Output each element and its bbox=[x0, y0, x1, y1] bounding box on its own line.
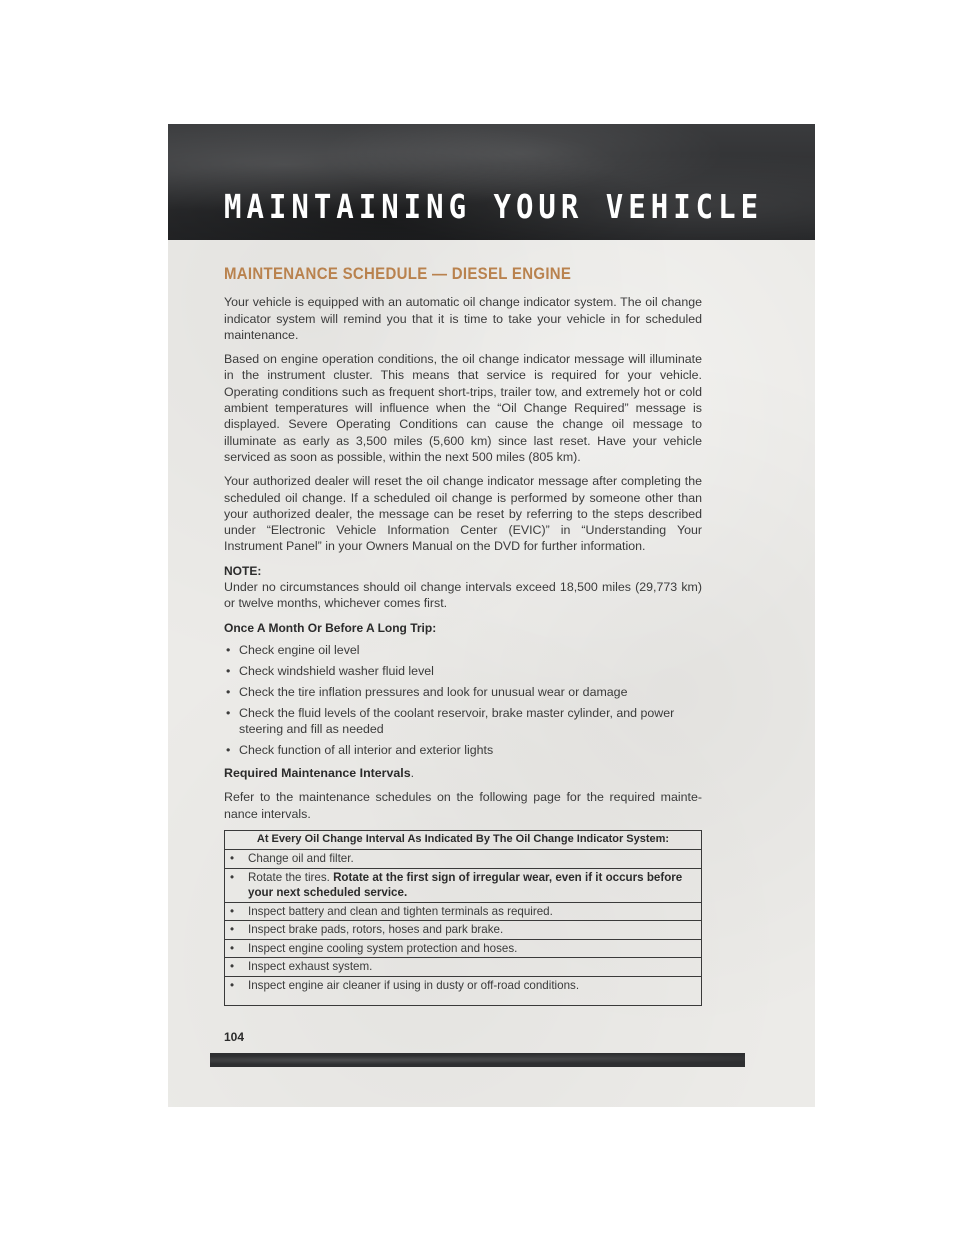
bullet-icon: • bbox=[226, 705, 231, 720]
bullet-icon: • bbox=[230, 960, 235, 974]
table-cell-text: Rotate the tires. bbox=[248, 870, 334, 884]
table-row bbox=[225, 921, 702, 940]
table-cell-text: Change oil and filter. bbox=[248, 852, 354, 866]
chapter-title: MAINTAINING YOUR VEHICLE bbox=[224, 188, 764, 227]
list-item bbox=[224, 705, 702, 738]
table-cell-text: Inspect brake pads, rotors, hoses and park brake. bbox=[248, 923, 504, 937]
table-header: At Every Oil Change Interval As Indicated By The Oil Change Indicator System: bbox=[225, 830, 702, 850]
list-item-text: Check windshield washer fluid level bbox=[239, 663, 434, 678]
page-content bbox=[224, 266, 702, 1006]
header-band bbox=[168, 124, 815, 240]
bullet-icon: • bbox=[230, 941, 235, 955]
monthly-check-list bbox=[224, 642, 702, 758]
bullet-icon: • bbox=[230, 870, 235, 884]
table-cell-text: Inspect exhaust system. bbox=[248, 960, 373, 974]
table-cell bbox=[225, 902, 702, 921]
paragraph-intro: Your vehicle is equipped with an automatic oil change indicator system. The oil change indicator system will remind you that it is time to take your vehicle in for scheduled maintenance. bbox=[224, 295, 702, 342]
table-header-row bbox=[225, 830, 702, 850]
list-item-text: Check engine oil level bbox=[239, 642, 360, 657]
table-row bbox=[225, 939, 702, 958]
table-cell bbox=[225, 921, 702, 940]
list-item-text: Check the tire inflation pressures and look for unusual wear or damage bbox=[239, 684, 628, 699]
maintenance-table bbox=[224, 830, 702, 1007]
footer-bar bbox=[210, 1053, 745, 1067]
table-cell-text: Inspect engine cooling system protection and hoses. bbox=[248, 941, 518, 955]
table-cell bbox=[225, 976, 702, 1006]
table-cell bbox=[225, 958, 702, 977]
required-intervals-heading bbox=[224, 765, 702, 781]
list-item bbox=[224, 684, 702, 700]
bullet-icon: • bbox=[230, 978, 235, 992]
bullet-icon: • bbox=[230, 852, 235, 866]
bullet-icon: • bbox=[230, 904, 235, 918]
required-intervals-label: Required Maintenance Intervals bbox=[224, 766, 411, 781]
list-item-text: Check function of all interior and exterior lights bbox=[239, 742, 494, 757]
bullet-icon: • bbox=[226, 684, 231, 699]
table-row bbox=[225, 850, 702, 869]
list-item bbox=[224, 663, 702, 679]
note-heading: NOTE: bbox=[224, 563, 262, 578]
section-title: MAINTENANCE SCHEDULE — DIESEL ENGINE bbox=[224, 264, 572, 284]
list-item bbox=[224, 642, 702, 658]
bullet-icon: • bbox=[226, 742, 231, 757]
table-cell bbox=[225, 868, 702, 902]
note-body: Under no circumstances should oil change intervals exceed 18,500 miles (29,773 km) or twelve months, whichever comes first. bbox=[224, 580, 702, 611]
bullet-icon: • bbox=[226, 642, 231, 657]
paragraph-reset: Your authorized dealer will reset the oil change indicator message after completing the scheduled oil change. If a scheduled oil change is performed by someone other than your authorized dealer, the message can be reset by referring to the steps described under “Electronic Vehicle Information Center (EVIC)” in “Understanding Your Instrument Panel” in your Owners Manual on the DVD for further information. bbox=[224, 474, 702, 554]
page-number: 104 bbox=[224, 1030, 245, 1044]
table-cell-emphasis: Rotate at the first sign of irregular wear, even if it occurs before your next scheduled service. bbox=[248, 870, 683, 900]
list-item-text: Check the fluid levels of the coolant reservoir, brake master cylinder, and power steering and fill as needed bbox=[239, 705, 675, 736]
monthly-check-heading: Once A Month Or Before A Long Trip: bbox=[224, 620, 437, 635]
table-cell bbox=[225, 850, 702, 869]
table-cell-text: Inspect battery and clean and tighten terminals as required. bbox=[248, 904, 553, 918]
table-row bbox=[225, 958, 702, 977]
required-intervals-period: . bbox=[410, 766, 415, 781]
table-row bbox=[225, 902, 702, 921]
table-row bbox=[225, 976, 702, 1006]
list-item bbox=[224, 742, 702, 758]
required-intervals-text: Refer to the maintenance schedules on the following page for the required mainte-nance intervals. bbox=[224, 790, 702, 821]
note-block bbox=[224, 563, 702, 612]
bullet-icon: • bbox=[226, 663, 231, 678]
bullet-icon: • bbox=[230, 923, 235, 937]
table-row bbox=[225, 868, 702, 902]
manual-page bbox=[168, 124, 815, 1107]
table-cell-text: Inspect engine air cleaner if using in dusty or off-road conditions. bbox=[248, 978, 580, 992]
paragraph-conditions: Based on engine operation conditions, the oil change indicator message will illuminate in the instrument cluster. This means that service is required for your vehicle. Operating conditions such as frequent short-trips, trailer tow, and extremely hot or cold ambient temperatures will influence when the “Oil Change Required” message is displayed. Severe Operating Conditions can cause the change oil message to illuminate as early as 3,500 miles (5,600 km) since last reset. Have your vehicle serviced as soon as possible, within the next 500 miles (805 km). bbox=[224, 352, 702, 464]
table-cell bbox=[225, 939, 702, 958]
